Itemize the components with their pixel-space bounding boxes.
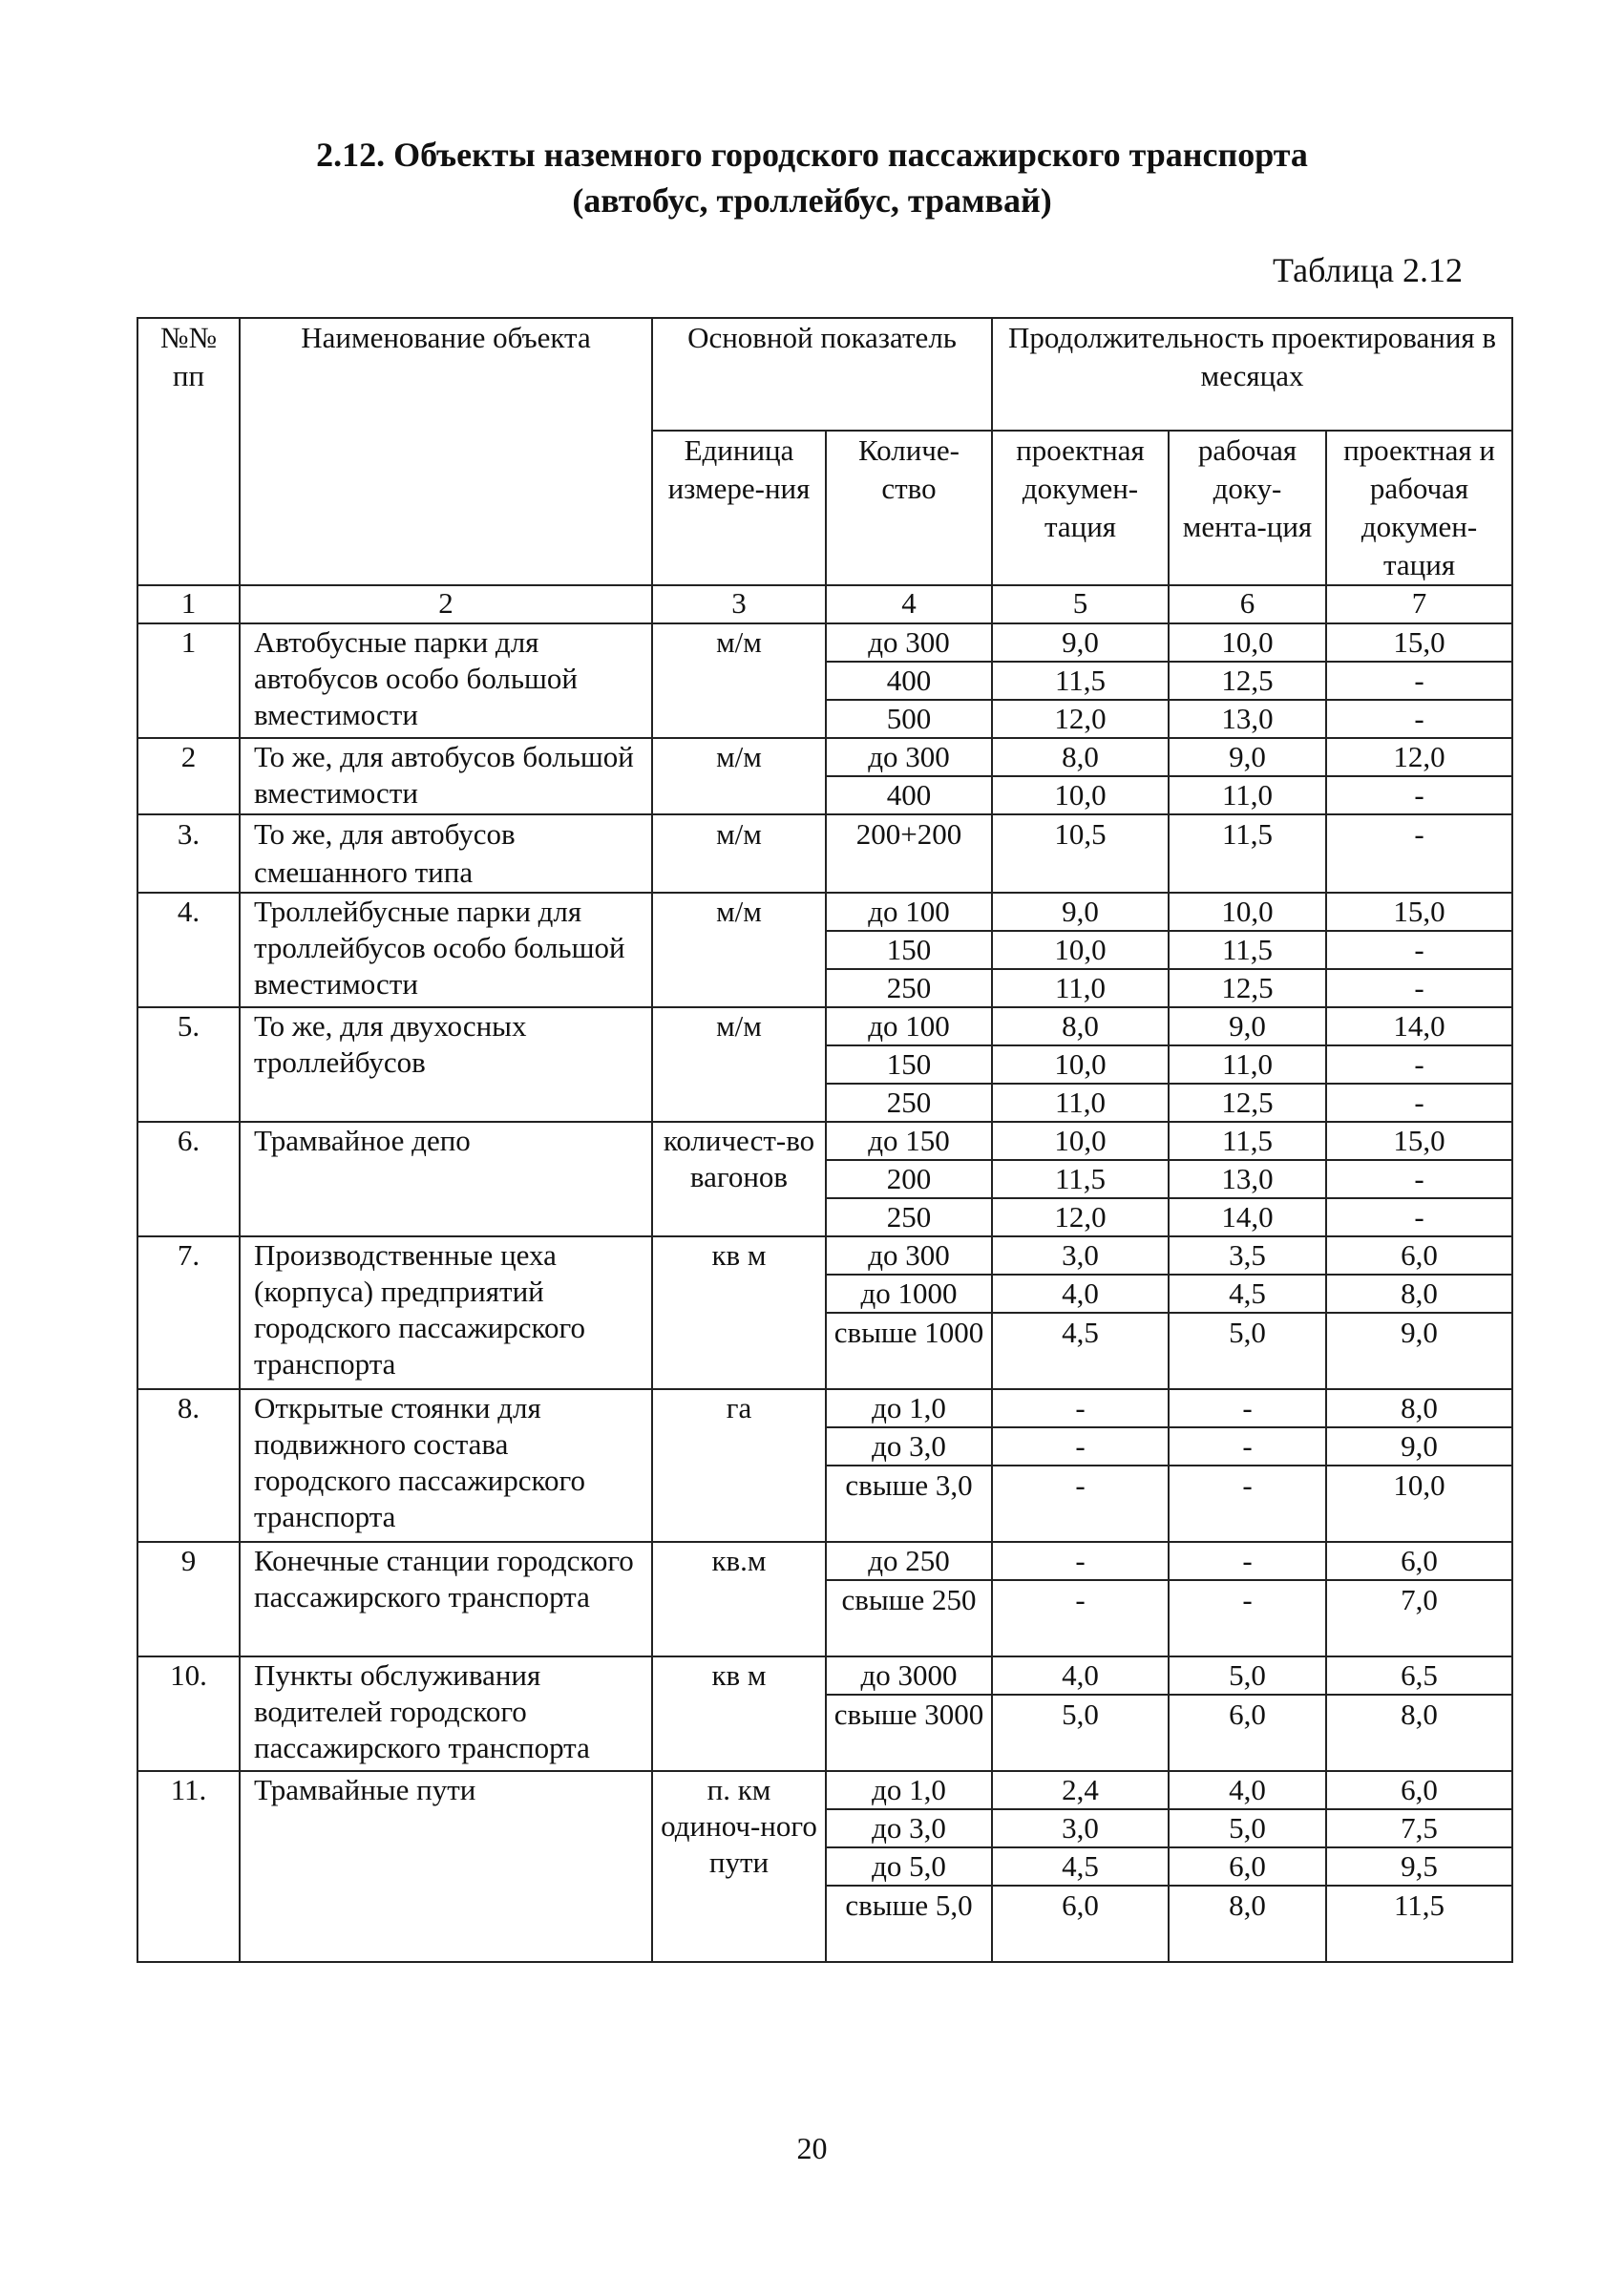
unit-of-measure: кв м [652, 1236, 826, 1389]
working-docs-months: 14,0 [1169, 1198, 1326, 1236]
project-docs-months: 9,0 [992, 623, 1169, 662]
document-title [0, 132, 1624, 223]
row-number: 11. [137, 1771, 240, 1962]
unit-of-measure: м/м [652, 893, 826, 1007]
project-docs-months: 10,0 [992, 776, 1169, 814]
object-name: Открытые стоянки для подвижного состава городского пассажирского транспорта [240, 1389, 652, 1542]
project-docs-months: 11,0 [992, 969, 1169, 1007]
object-name: Автобусные парки для автобусов особо большой вместимости [240, 623, 652, 738]
row-number: 5. [137, 1007, 240, 1122]
quantity: до 250 [826, 1542, 992, 1580]
project-and-working-docs-months: - [1326, 700, 1512, 738]
project-docs-months: 8,0 [992, 738, 1169, 776]
row-number: 3. [137, 814, 240, 893]
project-and-working-docs-months: 7,5 [1326, 1809, 1512, 1847]
project-docs-months: 11,5 [992, 1160, 1169, 1198]
quantity: 150 [826, 931, 992, 969]
unit-of-measure: га [652, 1389, 826, 1542]
quantity: до 100 [826, 1007, 992, 1045]
object-name: То же, для автобусов большой вместимости [240, 738, 652, 814]
project-docs-months: 10,0 [992, 1045, 1169, 1084]
project-and-working-docs-months: 15,0 [1326, 623, 1512, 662]
table-row [137, 814, 1512, 893]
project-docs-months: 12,0 [992, 1198, 1169, 1236]
project-and-working-docs-months: - [1326, 1198, 1512, 1236]
project-and-working-docs-months: 6,0 [1326, 1771, 1512, 1809]
project-and-working-docs-months: - [1326, 969, 1512, 1007]
table-row [137, 1122, 1512, 1160]
project-docs-months: 4,5 [992, 1847, 1169, 1886]
quantity: 250 [826, 969, 992, 1007]
header-qty: Количе-ство [826, 431, 992, 585]
quantity: до 150 [826, 1122, 992, 1160]
table-caption: Таблица 2.12 [1273, 251, 1463, 289]
unit-of-measure: м/м [652, 623, 826, 738]
row-number: 8. [137, 1389, 240, 1542]
project-docs-months: - [992, 1542, 1169, 1580]
working-docs-months: 5,0 [1169, 1656, 1326, 1695]
column-number: 5 [992, 585, 1169, 623]
object-name: Пункты обслуживания водителей городского пассажирского транспорта [240, 1656, 652, 1771]
project-docs-months: 9,0 [992, 893, 1169, 931]
object-name: Троллейбусные парки для троллейбусов особо большой вместимости [240, 893, 652, 1007]
object-name: Конечные станции городского пассажирского транспорта [240, 1542, 652, 1656]
working-docs-months: 10,0 [1169, 893, 1326, 931]
table-row [137, 1771, 1512, 1809]
project-docs-months: 11,5 [992, 662, 1169, 700]
header-project-and-working-docs: проектная и рабочая докумен-тация [1326, 431, 1512, 585]
project-docs-months: 6,0 [992, 1886, 1169, 1962]
project-docs-months: 4,0 [992, 1656, 1169, 1695]
quantity: до 300 [826, 738, 992, 776]
working-docs-months: - [1169, 1389, 1326, 1427]
column-number-row [137, 585, 1512, 623]
table-row [137, 1656, 1512, 1695]
header-duration: Продолжительность проектирования в месяцах [992, 318, 1512, 431]
project-docs-months: 12,0 [992, 700, 1169, 738]
quantity: до 1000 [826, 1275, 992, 1313]
row-number: 6. [137, 1122, 240, 1236]
project-docs-months: - [992, 1427, 1169, 1466]
project-docs-months: 4,5 [992, 1313, 1169, 1389]
project-and-working-docs-months: 14,0 [1326, 1007, 1512, 1045]
object-name: Производственные цеха (корпуса) предприятий городского пассажирского транспорта [240, 1236, 652, 1389]
quantity: свыше 3000 [826, 1695, 992, 1771]
row-number: 7. [137, 1236, 240, 1389]
project-docs-months: 11,0 [992, 1084, 1169, 1122]
column-number: 7 [1326, 585, 1512, 623]
column-number: 6 [1169, 585, 1326, 623]
table-row [137, 738, 1512, 776]
working-docs-months: - [1169, 1466, 1326, 1542]
quantity: свыше 5,0 [826, 1886, 992, 1962]
table-row [137, 623, 1512, 662]
unit-of-measure: п. км одиноч-ного пути [652, 1771, 826, 1962]
unit-of-measure: кв м [652, 1656, 826, 1771]
project-and-working-docs-months: - [1326, 662, 1512, 700]
working-docs-months: 8,0 [1169, 1886, 1326, 1962]
quantity: 400 [826, 776, 992, 814]
project-and-working-docs-months: 6,0 [1326, 1542, 1512, 1580]
quantity: до 5,0 [826, 1847, 992, 1886]
project-and-working-docs-months: 11,5 [1326, 1886, 1512, 1962]
column-number: 1 [137, 585, 240, 623]
table-row [137, 893, 1512, 931]
project-docs-months: 3,0 [992, 1809, 1169, 1847]
project-and-working-docs-months: 9,5 [1326, 1847, 1512, 1886]
quantity: до 300 [826, 623, 992, 662]
project-and-working-docs-months: 9,0 [1326, 1427, 1512, 1466]
working-docs-months: - [1169, 1580, 1326, 1656]
object-name: То же, для автобусов смешанного типа [240, 814, 652, 893]
quantity: 200+200 [826, 814, 992, 893]
working-docs-months: 9,0 [1169, 738, 1326, 776]
header-num: №№ пп [137, 318, 240, 585]
header-indicator: Основной показатель [652, 318, 992, 431]
row-number: 9 [137, 1542, 240, 1656]
title-line-1: 2.12. Объекты наземного городского пассажирского транспорта [316, 136, 1308, 174]
project-docs-months: 10,0 [992, 931, 1169, 969]
project-docs-months: 2,4 [992, 1771, 1169, 1809]
project-and-working-docs-months: 9,0 [1326, 1313, 1512, 1389]
project-docs-months: 10,0 [992, 1122, 1169, 1160]
object-name: Трамвайное депо [240, 1122, 652, 1236]
quantity: до 300 [826, 1236, 992, 1275]
working-docs-months: 11,5 [1169, 1122, 1326, 1160]
project-and-working-docs-months: - [1326, 814, 1512, 893]
quantity: свыше 250 [826, 1580, 992, 1656]
quantity: до 3000 [826, 1656, 992, 1695]
design-duration-table [137, 317, 1513, 1963]
project-and-working-docs-months: 7,0 [1326, 1580, 1512, 1656]
working-docs-months: 3,5 [1169, 1236, 1326, 1275]
row-number: 10. [137, 1656, 240, 1771]
project-docs-months: - [992, 1580, 1169, 1656]
header-unit: Единица измере-ния [652, 431, 826, 585]
table-row [137, 1007, 1512, 1045]
quantity: до 3,0 [826, 1427, 992, 1466]
quantity: свыше 1000 [826, 1313, 992, 1389]
column-number: 3 [652, 585, 826, 623]
quantity: свыше 3,0 [826, 1466, 992, 1542]
working-docs-months: 13,0 [1169, 1160, 1326, 1198]
project-docs-months: - [992, 1389, 1169, 1427]
working-docs-months: 10,0 [1169, 623, 1326, 662]
working-docs-months: 5,0 [1169, 1313, 1326, 1389]
title-line-2: (автобус, троллейбус, трамвай) [572, 181, 1052, 220]
project-docs-months: 3,0 [992, 1236, 1169, 1275]
working-docs-months: 9,0 [1169, 1007, 1326, 1045]
quantity: до 1,0 [826, 1389, 992, 1427]
row-number: 1 [137, 623, 240, 738]
table-row [137, 1236, 1512, 1275]
working-docs-months: 4,0 [1169, 1771, 1326, 1809]
working-docs-months: - [1169, 1427, 1326, 1466]
project-and-working-docs-months: 6,0 [1326, 1236, 1512, 1275]
column-number: 2 [240, 585, 652, 623]
working-docs-months: 6,0 [1169, 1847, 1326, 1886]
working-docs-months: 12,5 [1169, 1084, 1326, 1122]
project-and-working-docs-months: 10,0 [1326, 1466, 1512, 1542]
project-and-working-docs-months: 8,0 [1326, 1695, 1512, 1771]
project-docs-months: - [992, 1466, 1169, 1542]
object-name: То же, для двухосных троллейбусов [240, 1007, 652, 1122]
page-number: 20 [796, 2131, 828, 2165]
project-and-working-docs-months: - [1326, 931, 1512, 969]
column-number: 4 [826, 585, 992, 623]
object-name: Трамвайные пути [240, 1771, 652, 1962]
project-and-working-docs-months: - [1326, 1045, 1512, 1084]
unit-of-measure: количест-во вагонов [652, 1122, 826, 1236]
working-docs-months: 11,5 [1169, 931, 1326, 969]
unit-of-measure: кв.м [652, 1542, 826, 1656]
project-and-working-docs-months: 12,0 [1326, 738, 1512, 776]
quantity: 250 [826, 1198, 992, 1236]
working-docs-months: 12,5 [1169, 969, 1326, 1007]
quantity: 400 [826, 662, 992, 700]
project-and-working-docs-months: - [1326, 776, 1512, 814]
quantity: 200 [826, 1160, 992, 1198]
working-docs-months: 5,0 [1169, 1809, 1326, 1847]
table-row [137, 1542, 1512, 1580]
working-docs-months: - [1169, 1542, 1326, 1580]
header-name: Наименование объекта [240, 318, 652, 585]
project-docs-months: 4,0 [992, 1275, 1169, 1313]
project-and-working-docs-months: 8,0 [1326, 1389, 1512, 1427]
quantity: до 3,0 [826, 1809, 992, 1847]
unit-of-measure: м/м [652, 738, 826, 814]
project-docs-months: 10,5 [992, 814, 1169, 893]
project-docs-months: 8,0 [992, 1007, 1169, 1045]
working-docs-months: 6,0 [1169, 1695, 1326, 1771]
header-working-docs: рабочая доку-мента-ция [1169, 431, 1326, 585]
table-row [137, 1389, 1512, 1427]
project-and-working-docs-months: 6,5 [1326, 1656, 1512, 1695]
quantity: до 100 [826, 893, 992, 931]
unit-of-measure: м/м [652, 1007, 826, 1122]
row-number: 4. [137, 893, 240, 1007]
working-docs-months: 11,5 [1169, 814, 1326, 893]
quantity: 150 [826, 1045, 992, 1084]
row-number: 2 [137, 738, 240, 814]
working-docs-months: 12,5 [1169, 662, 1326, 700]
header-project-docs: проектная докумен-тация [992, 431, 1169, 585]
project-and-working-docs-months: - [1326, 1084, 1512, 1122]
project-and-working-docs-months: 15,0 [1326, 893, 1512, 931]
project-and-working-docs-months: 8,0 [1326, 1275, 1512, 1313]
quantity: 500 [826, 700, 992, 738]
unit-of-measure: м/м [652, 814, 826, 893]
quantity: 250 [826, 1084, 992, 1122]
working-docs-months: 13,0 [1169, 700, 1326, 738]
project-and-working-docs-months: - [1326, 1160, 1512, 1198]
working-docs-months: 4,5 [1169, 1275, 1326, 1313]
project-docs-months: 5,0 [992, 1695, 1169, 1771]
quantity: до 1,0 [826, 1771, 992, 1809]
project-and-working-docs-months: 15,0 [1326, 1122, 1512, 1160]
working-docs-months: 11,0 [1169, 1045, 1326, 1084]
working-docs-months: 11,0 [1169, 776, 1326, 814]
